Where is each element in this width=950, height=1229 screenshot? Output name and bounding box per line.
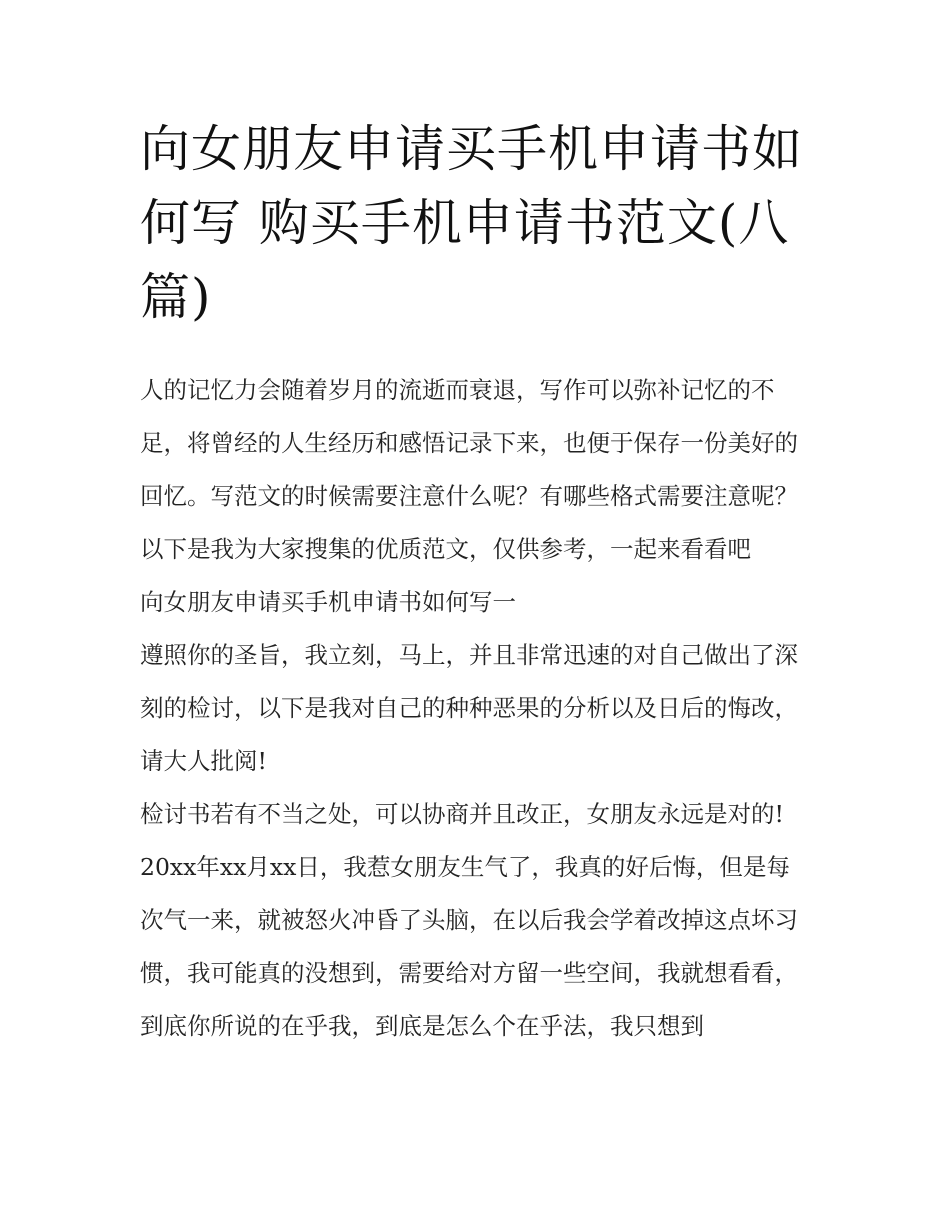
document-body [140,364,812,1053]
document-title: 向女朋友申请买手机申请书如何写 购买手机申请书范文(八篇) [140,120,803,326]
document-page [140,112,812,1053]
intro-paragraph: 人的记忆力会随着岁月的流逝而衰退，写作可以弥补记忆的不足，将曾经的人生经历和感悟记录下来，也便于保存一份美好的回忆。写范文的时候需要注意什么呢？有哪些格式需要注意呢？以下是我为大家搜集的优质范文，仅供参考，一起来看看吧 [140,376,798,563]
body-paragraph: 检讨书若有不当之处，可以协商并且改正，女朋友永远是对的! [140,800,784,828]
body-paragraph: 遵照你的圣旨，我立刻，马上，并且非常迅速的对自己做出了深刻的检讨，以下是我对自己的种种恶果的分析以及日后的悔改，请大人批阅! [140,641,798,775]
body-paragraph: 20xx年xx月xx日，我惹女朋友生气了，我真的好后悔，但是每次气一来，就被怒火冲昏了头脑，在以后我会学着改掉这点坏习惯，我可能真的没想到，需要给对方留一些空间，我就想看看，到底你所说的在乎我，到底是怎么个在乎法，我只想到 [140,853,798,1040]
section-heading: 向女朋友申请买手机申请书如何写一 [140,588,516,616]
